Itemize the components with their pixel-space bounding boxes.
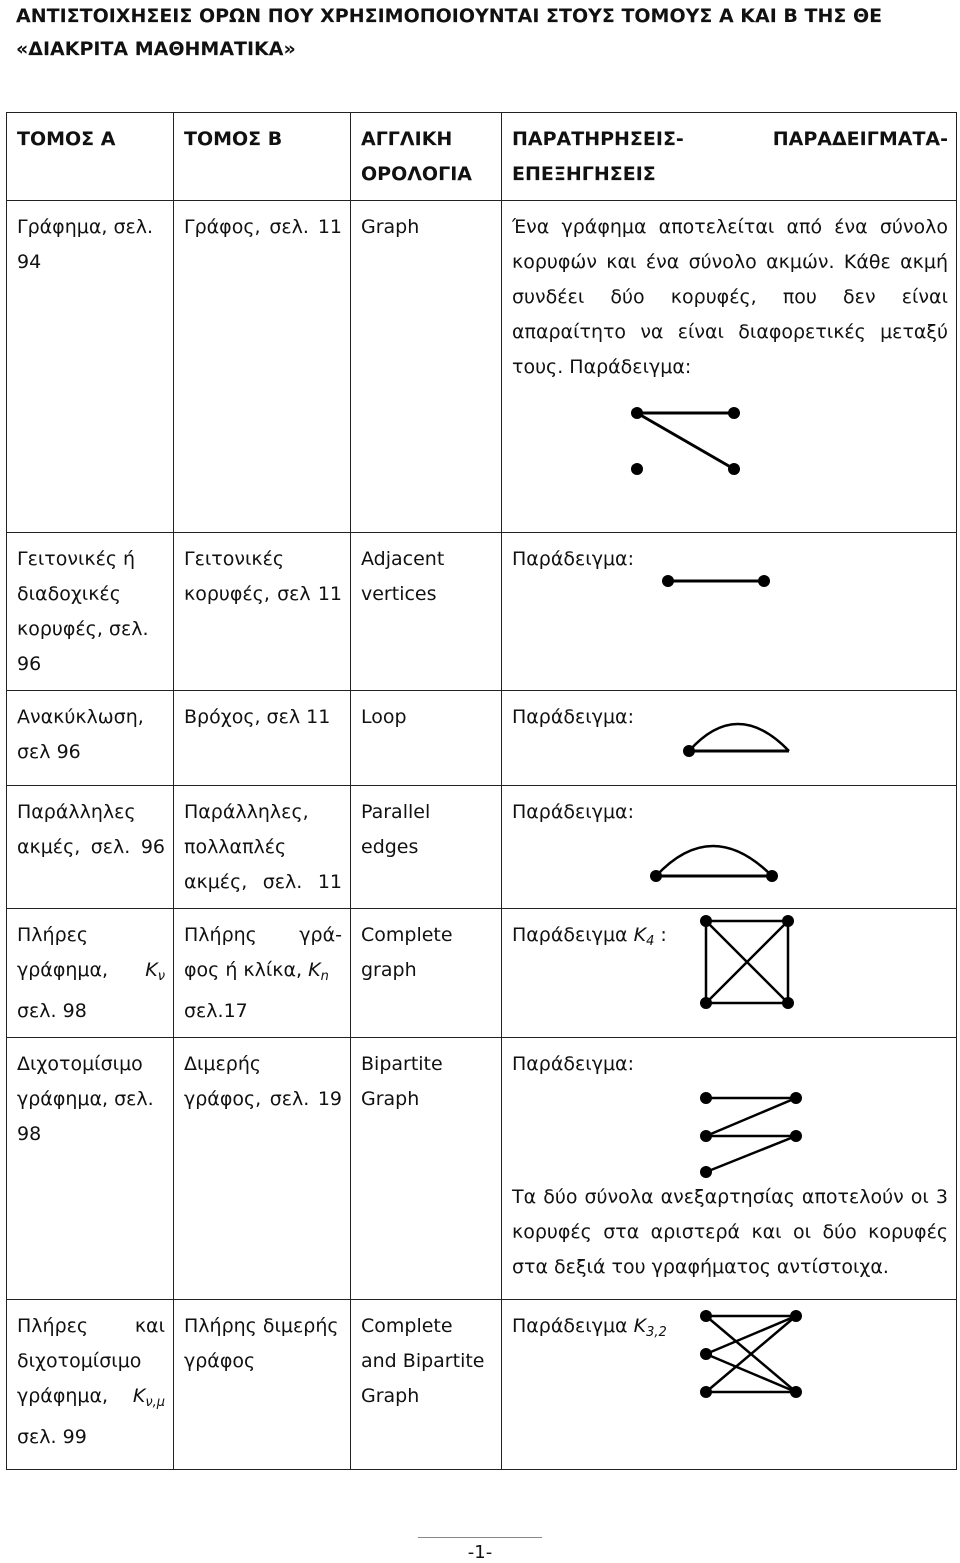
- graph-vertex: [790, 1310, 802, 1322]
- parallel-edges-figure: [646, 828, 796, 888]
- term-notes: [502, 533, 957, 691]
- term-volume-a: Ανακύκλωση, σελ 96: [7, 691, 174, 786]
- notes-colon: :: [654, 924, 667, 946]
- page-number: -1-: [467, 1542, 493, 1563]
- complete-bipartite-k32-figure: [694, 1308, 814, 1402]
- term-b-line1: Πλήρης γρά-: [184, 924, 342, 946]
- graph-edge: [706, 1136, 796, 1172]
- graph-vertex: [683, 745, 695, 757]
- graph-vertex: [728, 463, 740, 475]
- graph-vertex: [728, 407, 740, 419]
- header-volume-a: ΤΟΜΟΣ Α: [7, 113, 174, 201]
- header-notes: [502, 113, 957, 201]
- loop-example-figure: [677, 705, 817, 761]
- parallel-edge-curve: [656, 846, 772, 876]
- symbol-k: K: [633, 924, 647, 946]
- notes-text: Παράδειγμα:: [512, 1053, 634, 1075]
- term-notes: [502, 909, 957, 1038]
- term-volume-a: Γράφημα, σελ. 94: [7, 201, 174, 533]
- term-volume-b: [174, 909, 351, 1038]
- notes-word: Παράδειγμα: [512, 1315, 628, 1337]
- term-volume-a: Παράλληλες ακμές, σελ. 96: [7, 786, 174, 909]
- term-volume-a: Διχοτομίσιμο γράφημα, σελ. 98: [7, 1038, 174, 1300]
- graph-vertex: [631, 407, 643, 419]
- footer-divider: [418, 1537, 542, 1538]
- notes-text: Παράδειγμα:: [512, 801, 634, 823]
- term-notes: [502, 786, 957, 909]
- term-english: Bipartite Graph: [351, 1038, 502, 1300]
- term-volume-b: Γράφος, σελ. 11: [174, 201, 351, 533]
- title-line-2: «ΔΙΑΚΡΙΤΑ ΜΑΘΗΜΑΤΙΚΑ»: [16, 38, 296, 60]
- term-a-symbol: [145, 953, 165, 994]
- table-row-adjacent: [7, 533, 957, 691]
- term-volume-b: Παράλληλες, πολλαπλές ακμές, σελ. 11: [174, 786, 351, 909]
- symbol-subscript: n: [320, 969, 329, 984]
- table-header-row: [7, 113, 957, 201]
- table-row-complete: [7, 909, 957, 1038]
- graph-vertex: [700, 1130, 712, 1142]
- symbol-subscript: ν: [157, 969, 165, 984]
- graph-example-figure: [512, 389, 942, 479]
- loop-curve: [689, 724, 789, 751]
- term-english: Parallel edges: [351, 786, 502, 909]
- term-a-line1: Πλήρες: [17, 924, 89, 946]
- term-b-word: φος ή κλίκα,: [184, 959, 303, 981]
- symbol-k: K: [145, 959, 158, 981]
- graph-vertex: [766, 870, 778, 882]
- table-row-complete-bipartite: [7, 1300, 957, 1470]
- term-volume-a: [7, 1300, 174, 1470]
- graph-vertex: [700, 1310, 712, 1322]
- table-row-bipartite: [7, 1038, 957, 1300]
- complete-graph-k4-figure: [692, 915, 802, 1019]
- term-volume-b: Διμερής γράφος, σελ. 19: [174, 1038, 351, 1300]
- graph-vertex: [631, 463, 643, 475]
- notes-word: Παράδειγμα: [512, 924, 628, 946]
- term-a-line3: σελ. 98: [17, 1000, 87, 1022]
- term-volume-b: Πλήρης διμερής γράφος: [174, 1300, 351, 1470]
- term-a-line2: [17, 953, 165, 994]
- symbol-k: K: [308, 959, 321, 981]
- term-notes: [502, 691, 957, 786]
- terms-table: [6, 112, 957, 1470]
- notes-text: Παράδειγμα:: [512, 548, 634, 570]
- term-volume-a: [7, 909, 174, 1038]
- term-notes: [502, 1038, 957, 1300]
- term-english: Complete graph: [351, 909, 502, 1038]
- graph-vertex: [700, 1166, 712, 1178]
- graph-edge: [706, 1316, 796, 1354]
- term-volume-b: Βρόχος, σελ 11: [174, 691, 351, 786]
- symbol-subscript: 4: [646, 934, 655, 949]
- notes-text: Παράδειγμα:: [512, 706, 634, 728]
- term-volume-b: Γειτονικές κορυφές, σελ 11: [174, 533, 351, 691]
- graph-vertex: [790, 1130, 802, 1142]
- symbol-subscript: ν,μ: [145, 1395, 165, 1410]
- graph-vertex: [700, 1348, 712, 1360]
- document-title: [16, 0, 946, 66]
- bipartite-explanation: Τα δύο σύνολα ανεξαρτησίας αποτελούν οι 3 κορυφές στα αριστερά και οι δύο κορυφές στα δεξιά του γραφήματος αντίστοιχα.: [512, 1186, 948, 1278]
- header-notes-left: ΠΑΡΑΤΗΡΗΣΕΙΣ-: [512, 128, 684, 150]
- term-notes: [502, 1300, 957, 1470]
- table-row-graph: [7, 201, 957, 533]
- graph-vertex: [782, 915, 794, 927]
- term-a-line1: Πλήρες και διχοτομίσιμο: [17, 1315, 165, 1372]
- header-notes-line2: ΕΠΕΞΗΓΗΣΕΙΣ: [512, 163, 656, 185]
- symbol-k: K: [633, 1315, 647, 1337]
- term-a-symbol: [133, 1379, 165, 1420]
- graph-edge: [637, 413, 734, 469]
- header-volume-b: ΤΟΜΟΣ Β: [174, 113, 351, 201]
- graph-vertex: [700, 997, 712, 1009]
- title-line-1: ΑΝΤΙΣΤΟΙΧΗΣΕΙΣ ΟΡΩΝ ΠΟΥ ΧΡΗΣΙΜΟΠΟΙΟΥΝΤΑΙ ΣΤΟΥΣ ΤΟΜΟΥΣ Α ΚΑΙ Β ΤΗΣ ΘΕ: [16, 5, 883, 27]
- term-a-line2: [17, 1379, 165, 1420]
- graph-edge: [706, 1098, 796, 1136]
- term-english: Loop: [351, 691, 502, 786]
- graph-vertex: [758, 575, 770, 587]
- graph-vertex: [650, 870, 662, 882]
- term-b-line2: [184, 953, 342, 994]
- term-english: Complete and Bipartite Graph: [351, 1300, 502, 1470]
- term-english: Graph: [351, 201, 502, 533]
- term-notes: [502, 201, 957, 533]
- graph-edge: [706, 1354, 796, 1392]
- header-notes-right: ΠΑΡΑΔΕΙΓΜΑΤΑ-: [772, 128, 948, 150]
- term-a-line3: σελ. 99: [17, 1426, 87, 1448]
- term-a-word: γράφημα,: [17, 959, 109, 981]
- graph-vertex: [662, 575, 674, 587]
- graph-vertex: [790, 1386, 802, 1398]
- term-a-word: γράφημα,: [17, 1385, 109, 1407]
- graph-vertex: [700, 1092, 712, 1104]
- table-row-loop: [7, 691, 957, 786]
- graph-vertex: [782, 997, 794, 1009]
- term-english: Adjacent vertices: [351, 533, 502, 691]
- graph-vertex: [700, 915, 712, 927]
- graph-vertex: [790, 1092, 802, 1104]
- header-english-terms: ΑΓΓΛΙΚΗ ΟΡΟΛΟΓΙΑ: [351, 113, 502, 201]
- bipartite-graph-figure: [694, 1088, 814, 1184]
- symbol-k: K: [132, 1385, 146, 1407]
- table-row-parallel: [7, 786, 957, 909]
- graph-vertex: [700, 1386, 712, 1398]
- notes-text: Ένα γράφημα αποτελείται από ένα σύνολο κορυφών και ένα σύνολο ακμών. Κάθε ακμή συνδέει δύο κορυφές, που δεν είναι απαραίτητο να είναι διαφορετικές μεταξύ τους. Παράδειγμα:: [512, 216, 948, 378]
- symbol-subscript: 3,2: [646, 1325, 667, 1340]
- term-volume-a: Γειτονικές ή διαδοχικές κορυφές, σελ. 96: [7, 533, 174, 691]
- term-b-line3: σελ.17: [184, 1000, 248, 1022]
